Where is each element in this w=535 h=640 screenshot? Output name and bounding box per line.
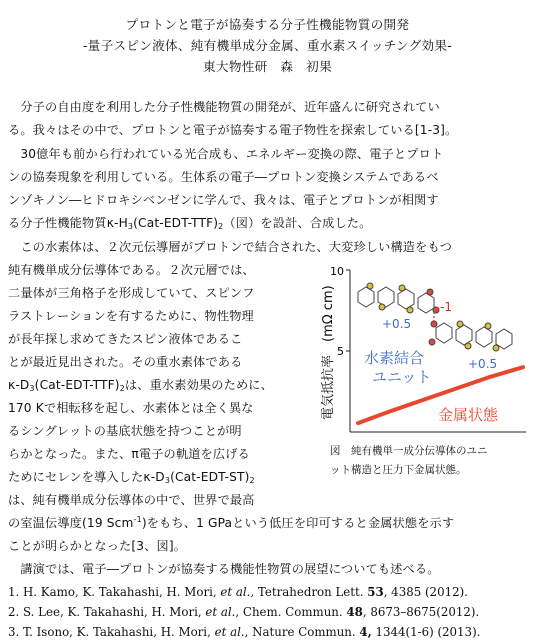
charge-right: +0.5	[468, 357, 498, 371]
body-line-1: 分子の自由度を利用した分子性機能物質の開発が、近年盛んに研究されてい	[8, 100, 440, 114]
body-line-20: ことが明らかとなった[3、図]。	[8, 539, 187, 553]
body-line-6: る分子性機能物質$\kappa-H_3(Cat-EDT-TTF)_2$（図）を設計、合成した。	[8, 216, 372, 231]
figure-caption-line-2: ット構造と圧力下金属状態。	[330, 464, 467, 476]
body-line-19: の室温伝導度(19 Scm$^{-1}$)をもち、1 GPaという低圧を印可すると金属状態を示す	[8, 515, 455, 530]
unit-label-line2: ユニット	[372, 368, 432, 386]
y-tick-label-5: 5	[337, 345, 344, 358]
body-line-8: 純有機単成分伝導体である。２次元層では、	[8, 263, 255, 277]
reference-2: 2. S. Lee, K. Takahashi, H. Mori, et al., Chem. Commun. 48, 8673–8675(2012).	[8, 605, 480, 619]
metal-state-label: 金属状態	[438, 406, 499, 424]
body-line-18: は、純有機単成分伝導体の中で、世界で最高	[8, 493, 255, 507]
molecule-right	[429, 321, 512, 351]
body-line-16: らかとなった。また、π電子の軌道を広げる	[8, 447, 250, 461]
reference-1: 1. H. Kamo, K. Takahashi, H. Mori, et al., Tetrahedron Lett. 53, 4385 (2012).	[8, 585, 468, 599]
paper-title: プロトンと電子が協奏する分子性機能物質の開発	[125, 17, 410, 32]
body-line-9: 二量体が三角格子を形成していて、スピンフ	[8, 286, 255, 300]
reference-3: 3. T. Isono, K. Takahashi, H. Mori, et al., Nature Commun. 4, 1344(1-6) (2013).	[8, 625, 481, 639]
body-line-7: この水素体は、２次元伝導層がプロトンで結合された、大変珍しい構造をもつ	[8, 240, 453, 254]
body-line-10: ラストレーションを有するために、物性物理	[8, 309, 254, 323]
figure-caption-line-1: 図 純有機単一成分伝導体のユニ	[330, 445, 488, 457]
body-line-12: とが最近見出された。その重水素体である	[8, 355, 243, 369]
body-line-21: 講演では、電子―プロトンが協奏する機能性物質の展望についても述べる。	[8, 562, 440, 576]
body-line-5: ンゾキノン―ヒドロキシベンゼンに学んで、我々は、電子とプロトンが相関す	[8, 193, 439, 207]
body-line-3: 30億年も前から行われている光合成も、エネルギー変換の際、電子とプロト	[8, 147, 444, 161]
y-tick-label-10: 10	[330, 265, 344, 278]
paper-author: 東大物性研 森 初果	[203, 59, 332, 74]
charge-mid: -1	[440, 300, 452, 314]
charge-left: +0.5	[382, 317, 412, 331]
molecule-left	[358, 283, 439, 313]
body-line-4: ンの協奏現象を利用している。生体系の電子―プロトン変換システムであるベ	[8, 170, 439, 184]
body-line-2: る。我々はその中で、プロトンと電子が協奏する電子物性を探索している[1-3]。	[8, 123, 458, 137]
paper-subtitle: -量子スピン液体、純有機単成分金属、重水素スイッチング効果-	[82, 38, 453, 53]
body-line-13: $\kappa-D_3(Cat-EDT-TTF)_2$は、重水素効果のために、	[8, 378, 273, 393]
unit-label-line1: 水素結合	[364, 349, 425, 367]
body-line-17: ためにセレンを導入した$\kappa-D_3(Cat-EDT-ST)_2$	[8, 470, 255, 485]
body-line-15: るシングレットの基底状態を持つことが明	[8, 424, 242, 438]
body-line-14: 170 Kで相転移を起し、水素体とは全く異な	[8, 401, 254, 415]
body-line-11: が長年探し求めてきたスピン液体であるこ	[8, 332, 243, 346]
y-axis-label: 電気抵抗率 (mΩ cm)	[321, 285, 336, 420]
